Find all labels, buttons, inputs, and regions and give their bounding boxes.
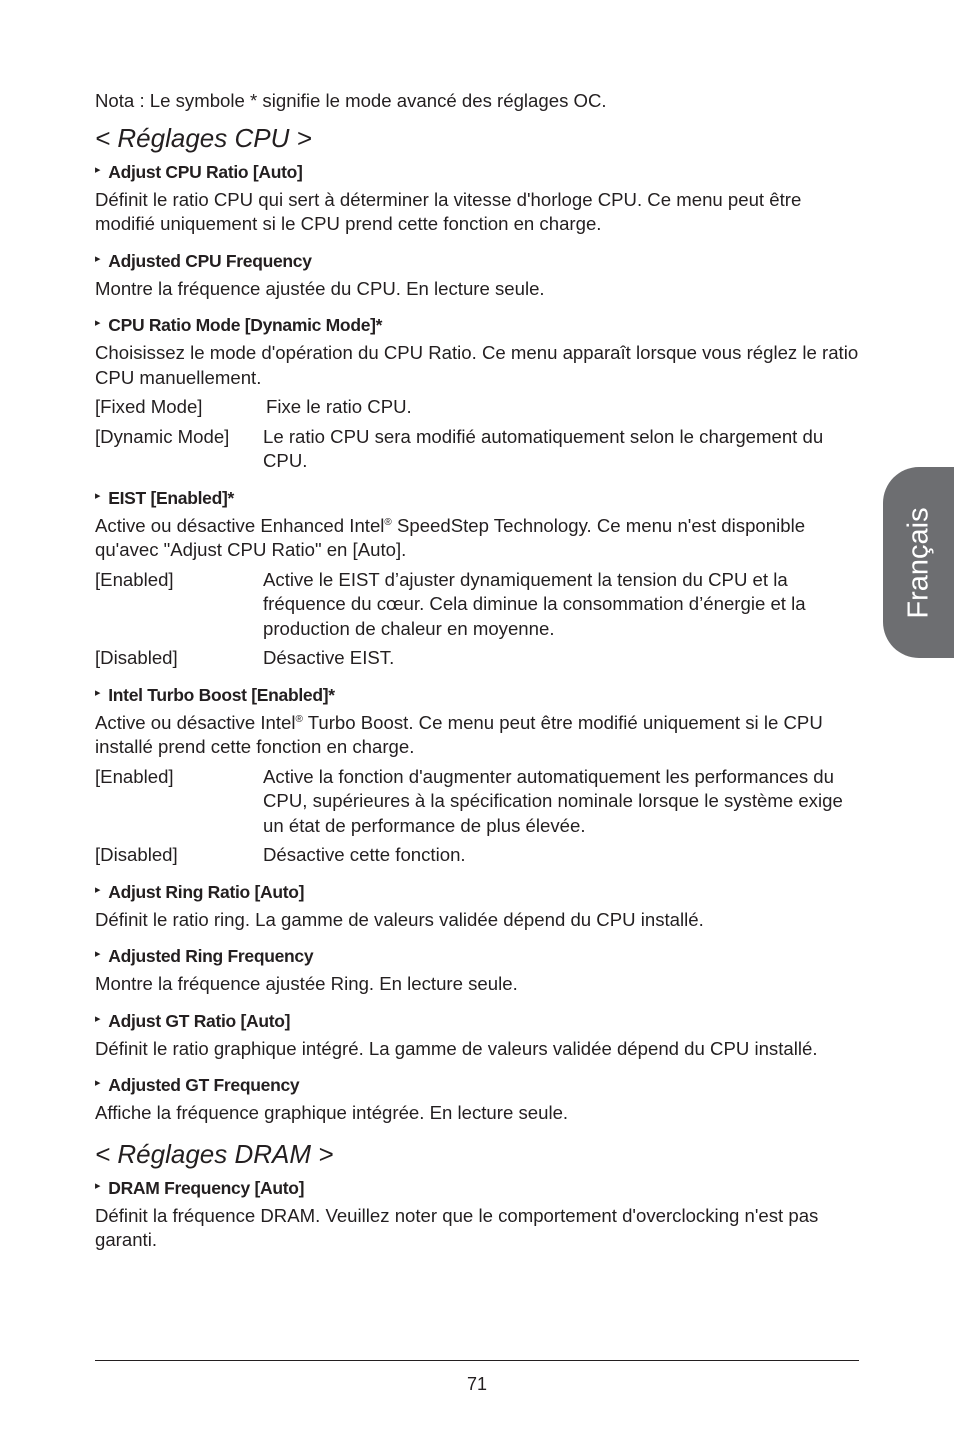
option-row — [95, 425, 860, 474]
registered-mark: ® — [295, 713, 303, 725]
option-value: Active la fonction d'augmenter automatiquement les performances du CPU, supérieures à la spécification nominale lorsque le système exige un état de performance de plus élevée. — [263, 765, 843, 836]
arrow-icon: ▸ — [95, 489, 101, 502]
item-title: CPU Ratio Mode [Dynamic Mode]* — [108, 315, 383, 335]
arrow-icon: ▸ — [95, 252, 101, 265]
arrow-icon: ▸ — [95, 1012, 101, 1025]
item-description: Montre la fréquence ajustée du CPU. En lecture seule. — [95, 277, 545, 299]
option-key: [Enabled] — [95, 568, 174, 590]
option-row — [95, 765, 860, 839]
footer-divider — [95, 1360, 859, 1361]
item-dram-frequency — [95, 1176, 860, 1253]
item-description: Définit la fréquence DRAM. Veuillez noter que le comportement d'overclocking n'est pas garanti. — [95, 1204, 819, 1250]
arrow-icon: ▸ — [95, 1077, 101, 1089]
item-adjust-gt-ratio — [95, 1009, 860, 1062]
item-cpu-ratio-mode — [95, 313, 860, 474]
item-description: Choisissez le mode d'opération du CPU Ratio. Ce menu apparaît lorsque vous réglez le ratio CPU manuellement. — [95, 342, 859, 388]
item-adjusted-ring-frequency — [95, 944, 860, 997]
item-intel-turbo-boost — [95, 683, 860, 868]
option-key: [Dynamic Mode] — [95, 425, 230, 447]
arrow-icon: ▸ — [95, 163, 101, 176]
item-title: Adjusted Ring Frequency — [108, 946, 314, 966]
item-description: Active ou désactive Enhanced Intel® SpeedStep Technology. Ce menu n'est disponible qu'avec "Adjust CPU Ratio" en [Auto]. — [95, 514, 806, 560]
option-row — [95, 843, 860, 868]
option-row — [95, 646, 860, 671]
item-adjust-ring-ratio — [95, 880, 860, 933]
item-description: Active ou désactive Intel® Turbo Boost. Ce menu peut être modifié uniquement si le CPU installé prend cette fonction en charge. — [95, 711, 823, 757]
item-eist — [95, 486, 860, 671]
item-title: DRAM Frequency [Auto] — [108, 1177, 305, 1198]
item-description: Définit le ratio ring. La gamme de valeurs validée dépend du CPU installé. — [95, 908, 704, 930]
item-adjusted-gt-frequency — [95, 1073, 860, 1126]
option-row — [95, 568, 860, 642]
arrow-icon: ▸ — [95, 1179, 101, 1192]
option-value: Désactive cette fonction. — [263, 844, 466, 865]
option-row — [95, 395, 860, 420]
language-side-tab — [883, 467, 954, 658]
option-value: Fixe le ratio CPU. — [266, 396, 412, 417]
arrow-icon: ▸ — [95, 948, 101, 960]
option-value: Désactive EIST. — [263, 647, 395, 668]
item-title: Intel Turbo Boost [Enabled]* — [108, 684, 335, 705]
arrow-icon: ▸ — [95, 317, 101, 329]
item-description: Affiche la fréquence graphique intégrée. En lecture seule. — [95, 1102, 569, 1123]
option-value: Le ratio CPU sera modifié automatiquement selon le chargement du CPU. — [263, 425, 824, 471]
item-description: Définit le ratio CPU qui sert à déterminer la vitesse d'horloge CPU. Ce menu peut être modifié uniquement si le CPU prend cette fonction en charge. — [95, 188, 802, 234]
item-adjusted-cpu-frequency — [95, 249, 860, 302]
item-title: Adjust CPU Ratio [Auto] — [108, 161, 303, 182]
section-title-dram: < Réglages DRAM > — [95, 1138, 334, 1169]
item-title: EIST [Enabled]* — [108, 487, 235, 508]
section-title-cpu: < Réglages CPU > — [95, 122, 312, 153]
item-title: Adjusted GT Frequency — [108, 1075, 300, 1095]
item-title: Adjust Ring Ratio [Auto] — [108, 881, 305, 902]
option-key: [Disabled] — [95, 647, 178, 668]
note-text: Nota : Le symbole * signifie le mode avancé des réglages OC. — [95, 90, 607, 111]
option-key: [Disabled] — [95, 844, 178, 865]
option-key: [Enabled] — [95, 765, 174, 787]
item-description: Définit le ratio graphique intégré. La gamme de valeurs validée dépend du CPU installé. — [95, 1037, 818, 1059]
item-adjust-cpu-ratio — [95, 160, 860, 237]
page-content — [95, 89, 860, 1265]
option-value: Active le EIST d’ajuster dynamiquement la tension du CPU et la fréquence du cœur. Cela diminue la consommation d’énergie et la production de chaleur en moyenne. — [263, 568, 806, 639]
item-title: Adjust GT Ratio [Auto] — [108, 1010, 291, 1031]
arrow-icon: ▸ — [95, 883, 101, 896]
item-title: Adjusted CPU Frequency — [108, 250, 312, 271]
registered-mark: ® — [384, 516, 392, 528]
item-description: Montre la fréquence ajustée Ring. En lecture seule. — [95, 973, 518, 994]
arrow-icon: ▸ — [95, 686, 101, 699]
page-number: 71 — [466, 1374, 488, 1394]
language-label: Français — [902, 506, 934, 619]
option-key: [Fixed Mode] — [95, 396, 203, 417]
